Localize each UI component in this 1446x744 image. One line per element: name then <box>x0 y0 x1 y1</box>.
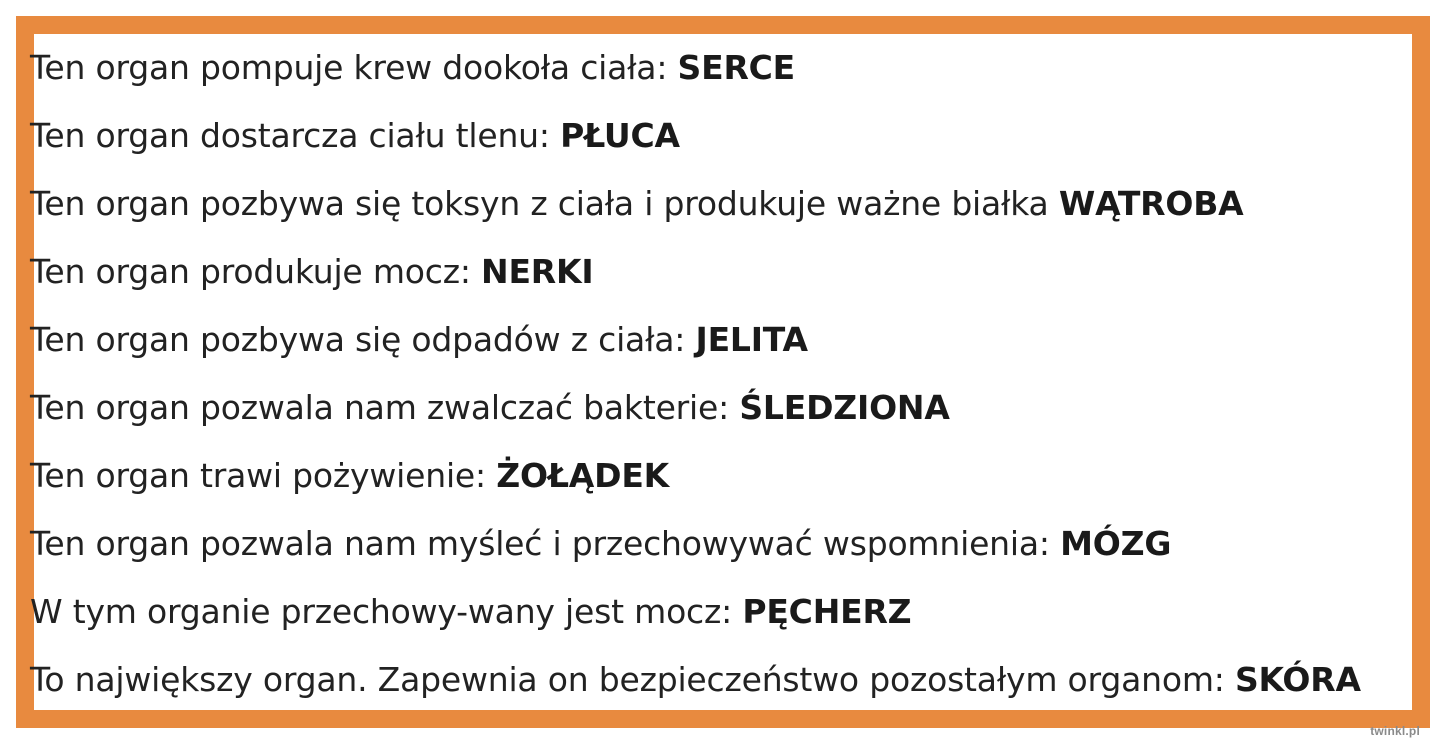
organ-answer: SKÓRA <box>1234 660 1361 699</box>
organ-answer: PŁUCA <box>560 116 680 155</box>
organ-answer: ŚLEDZIONA <box>739 388 950 427</box>
organ-line-pecherz <box>30 578 1410 646</box>
organ-description: Ten organ pozbywa się toksyn z ciała i produkuje ważne białka <box>30 184 1059 223</box>
organ-line-serce <box>30 34 1410 102</box>
organ-description: Ten organ pozwala nam myśleć i przechowywać wspomnienia: <box>30 524 1061 563</box>
organ-line-skora <box>30 646 1410 714</box>
organ-answer: NERKI <box>481 252 594 291</box>
organ-description: Ten organ pozwala nam zwalczać bakterie: <box>30 388 740 427</box>
organ-answer: PĘCHERZ <box>742 592 912 631</box>
organ-line-nerki <box>30 238 1410 306</box>
organ-description: Ten organ dostarcza ciału tlenu: <box>30 116 561 155</box>
organ-list <box>30 34 1410 714</box>
organ-answer: JELITA <box>695 320 808 359</box>
organ-description: To największy organ. Zapewnia on bezpieczeństwo pozostałym organom: <box>30 660 1235 699</box>
organ-line-mozg <box>30 510 1410 578</box>
organ-line-watroba <box>30 170 1410 238</box>
organ-answer: WĄTROBA <box>1058 184 1244 223</box>
organ-answer: MÓZG <box>1060 524 1172 563</box>
organ-line-jelita <box>30 306 1410 374</box>
organ-description: Ten organ produkuje mocz: <box>30 252 482 291</box>
organ-description: Ten organ trawi pożywienie: <box>30 456 497 495</box>
organ-line-zoladek <box>30 442 1410 510</box>
organ-answer: SERCE <box>677 48 796 87</box>
organ-description: Ten organ pompuje krew dookoła ciała: <box>30 48 678 87</box>
organ-line-pluca <box>30 102 1410 170</box>
organ-line-sledziona <box>30 374 1410 442</box>
twinkl-brand-mark: twinkl.pl <box>1370 724 1420 738</box>
organ-answer: ŻOŁĄDEK <box>496 456 670 495</box>
organ-description: Ten organ pozbywa się odpadów z ciała: <box>30 320 696 359</box>
organ-description: W tym organie przechowy-wany jest mocz: <box>30 592 743 631</box>
